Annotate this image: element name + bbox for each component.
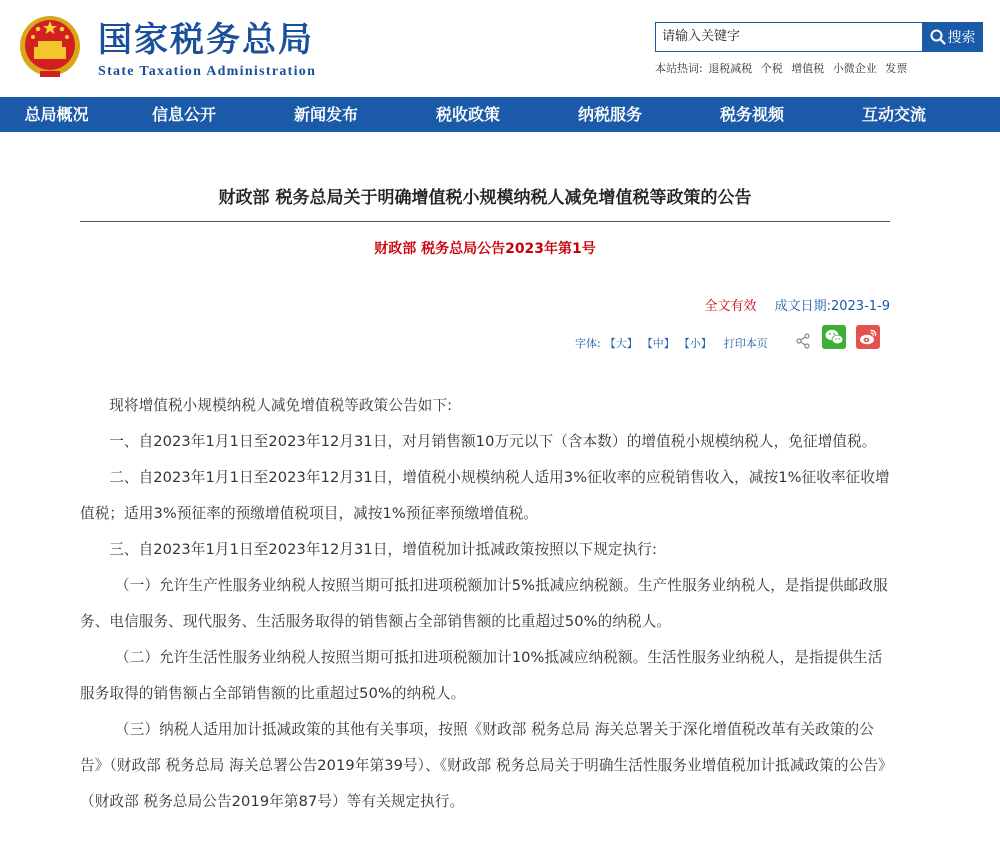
wechat-icon[interactable] bbox=[822, 325, 846, 349]
paragraph: 现将增值税小规模纳税人减免增值税等政策公告如下: bbox=[109, 397, 453, 414]
paragraph: 二、自2023年1月1日至2023年12月31日，增值税小规模纳税人适用3%征收率的应税销售收入，减按1%征收率征收增值税；适用3%预征率的预缴增值税项目，减按1%预征率预缴增值税。 bbox=[80, 469, 890, 522]
issue-date: 2023-1-9 bbox=[830, 299, 890, 314]
nav-item-news[interactable]: 新闻发布 bbox=[293, 105, 358, 124]
nav-item-overview[interactable]: 总局概况 bbox=[24, 105, 89, 124]
print-button[interactable]: 打印本页 bbox=[723, 337, 768, 350]
share-icon[interactable] bbox=[796, 333, 810, 349]
article-tools bbox=[575, 333, 772, 353]
nav-item-tax-video[interactable]: 税务视频 bbox=[719, 105, 784, 124]
article-meta bbox=[704, 295, 890, 314]
nav-item-tax-policy[interactable]: 税收政策 bbox=[435, 105, 500, 124]
search-icon bbox=[930, 29, 946, 45]
site-header bbox=[0, 0, 1000, 97]
hotwords-bar bbox=[655, 60, 912, 76]
paragraph: （三）纳税人适用加计抵减政策的其他有关事项，按照《财政部 税务总局 海关总署关于深化增值税改革有关政策的公告》（财政部 税务总局 海关总署公告2019年第39号）、《财政部 税务总局关于明确生活性服务业增值税加计抵减政策的公告》（财政部 税务总局公告2019年第87号）等有关规定执行。 bbox=[80, 721, 893, 810]
title-divider bbox=[80, 221, 890, 222]
hotwords-label: 本站热词: bbox=[655, 62, 703, 75]
paragraph: （一）允许生产性服务业纳税人按照当期可抵扣进项税额加计5%抵减应纳税额。生产性服务业纳税人，是指提供邮政服务、电信服务、现代服务、生活服务取得的销售额占全部销售额的比重超过50%的纳税人。 bbox=[80, 577, 888, 630]
article-body bbox=[80, 388, 893, 820]
nav-item-taxpayer-service[interactable]: 纳税服务 bbox=[577, 105, 642, 124]
search-button[interactable] bbox=[922, 22, 983, 52]
font-size-label: 字体: bbox=[575, 337, 601, 350]
site-title[interactable]: 国家税务总局 bbox=[98, 20, 314, 60]
paragraph: 三、自2023年1月1日至2023年12月31日，增值税加计抵减政策按照以下规定执行: bbox=[109, 541, 658, 558]
search-input[interactable]: 请输入关键字 bbox=[655, 22, 924, 52]
main-nav bbox=[0, 97, 1000, 132]
article-title: 财政部 税务总局关于明确增值税小规模纳税人减免增值税等政策的公告 bbox=[218, 188, 752, 208]
site-subtitle: State Taxation Administration bbox=[98, 64, 317, 79]
validity-status: 全文有效 bbox=[704, 299, 757, 314]
paragraph: 一、自2023年1月1日至2023年12月31日，对月销售额10万元以下（含本数）的增值税小规模纳税人，免征增值税。 bbox=[109, 433, 877, 450]
hotword-link[interactable]: 个税 bbox=[760, 62, 783, 75]
nav-item-interaction[interactable]: 互动交流 bbox=[861, 105, 926, 124]
hotword-link[interactable]: 增值税 bbox=[791, 62, 825, 75]
search-button-label: 搜索 bbox=[947, 30, 976, 46]
paragraph: （二）允许生活性服务业纳税人按照当期可抵扣进项税额加计10%抵减应纳税额。生活性服务业纳税人，是指提供生活服务取得的销售额占全部销售额的比重超过50%的纳税人。 bbox=[80, 649, 883, 702]
document-number: 财政部 税务总局公告2023年第1号 bbox=[374, 241, 596, 257]
hotword-link[interactable]: 发票 bbox=[885, 62, 908, 75]
font-medium-button[interactable]: 【中】 bbox=[641, 337, 675, 350]
font-small-button[interactable]: 【小】 bbox=[678, 337, 712, 350]
font-large-button[interactable]: 【大】 bbox=[604, 337, 638, 350]
hotword-link[interactable]: 退税减税 bbox=[708, 62, 753, 75]
hotword-link[interactable]: 小微企业 bbox=[832, 62, 877, 75]
date-label: 成文日期: bbox=[774, 299, 831, 314]
nav-item-info-disclosure[interactable]: 信息公开 bbox=[151, 105, 216, 124]
national-emblem-icon[interactable] bbox=[16, 13, 84, 83]
weibo-icon[interactable] bbox=[856, 325, 880, 349]
